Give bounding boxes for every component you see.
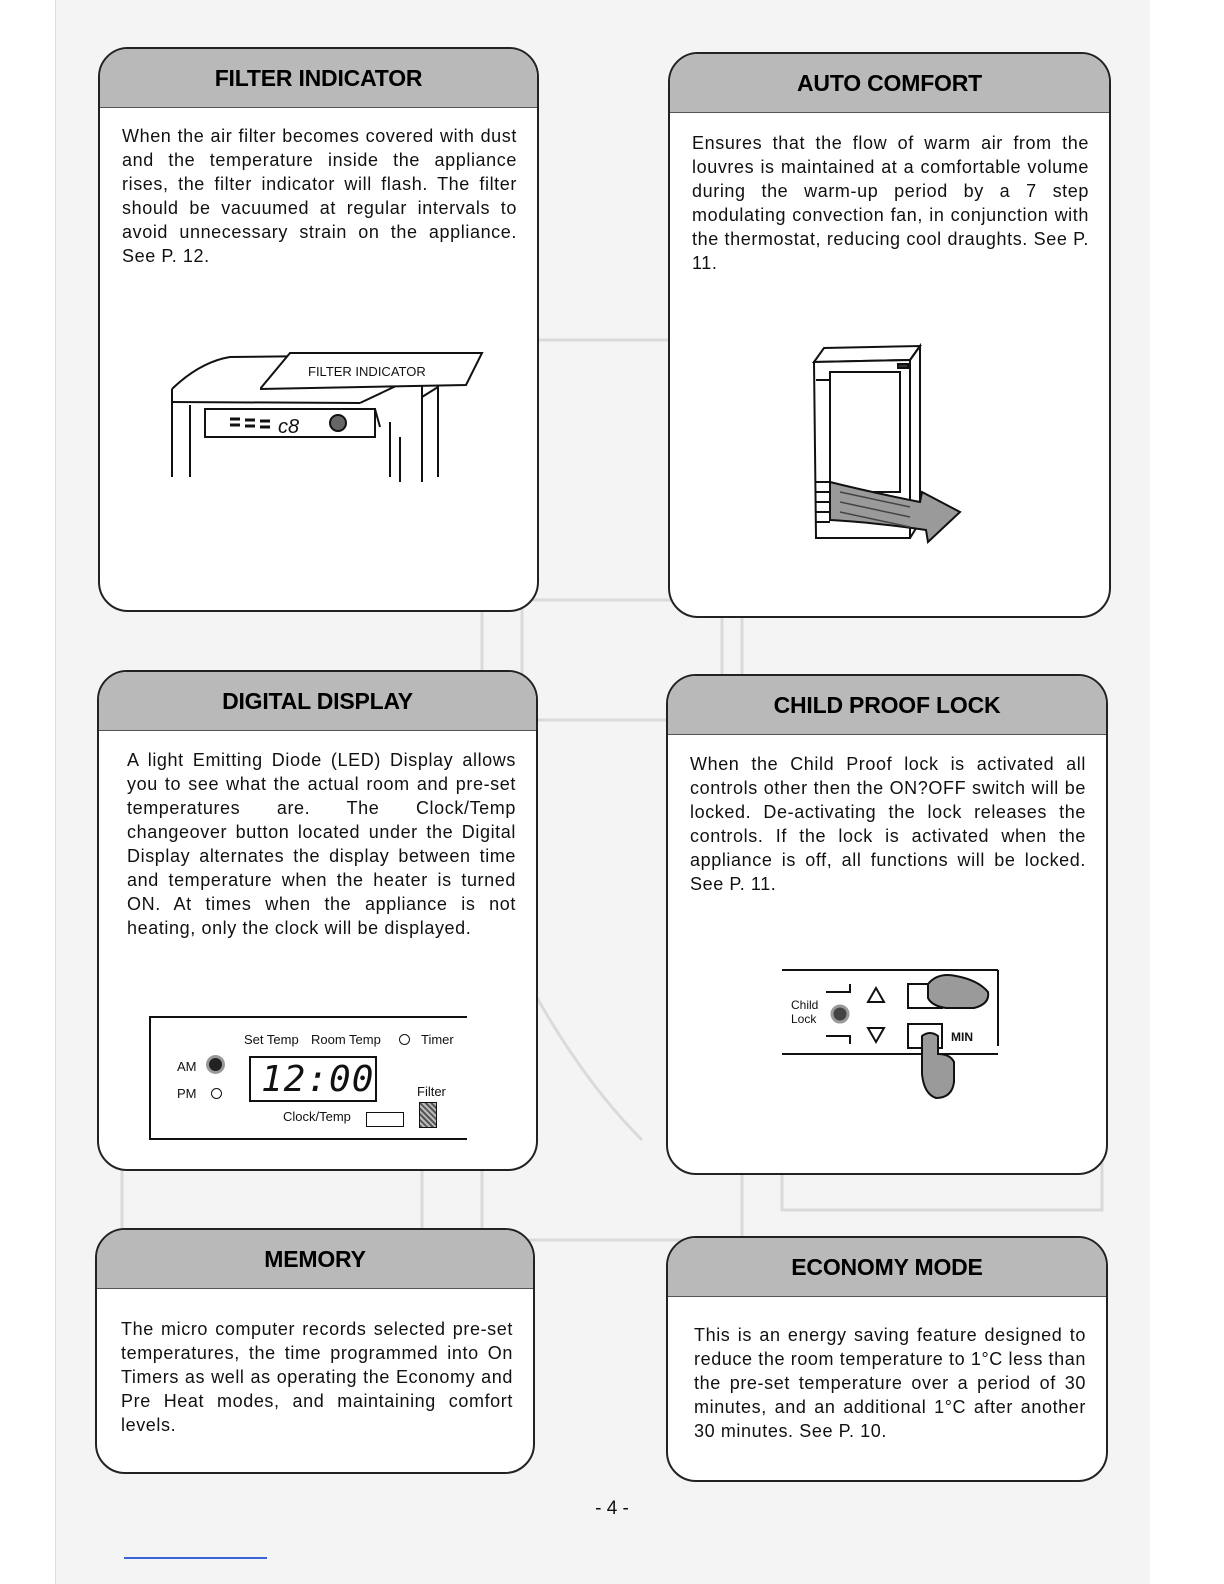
link-underline[interactable] <box>124 1557 267 1559</box>
card-title: CHILD PROOF LOCK <box>668 676 1106 735</box>
child-lock-panel <box>778 966 1008 1116</box>
memory-card <box>95 1228 535 1474</box>
digital-display-card <box>97 670 538 1171</box>
set-temp-label: Set Temp <box>244 1032 299 1047</box>
clock-temp-label: Clock/Temp <box>283 1109 351 1124</box>
room-temp-label: Room Temp <box>311 1032 381 1047</box>
card-text: A light Emitting Diode (LED) Display allows you to see what the actual room and pre-set temperatures are. The Clock/Temp changeover button located under the Digital Display alternates the display between time and temperature when the heater is turned ON. At times when the appliance is not heating, only the clock will be displayed. <box>127 750 516 938</box>
filter-indicator-lamp <box>419 1102 437 1128</box>
economy-mode-card <box>666 1236 1108 1482</box>
timer-indicator-icon <box>399 1034 410 1045</box>
filter-indicator-card <box>98 47 539 612</box>
filter-label: Filter <box>417 1084 446 1099</box>
card-title: FILTER INDICATOR <box>100 49 537 108</box>
card-title: DIGITAL DISPLAY <box>99 672 536 731</box>
child-proof-lock-card <box>666 674 1108 1175</box>
child-label: Child <box>791 998 819 1012</box>
lock-label: Lock <box>791 1012 817 1026</box>
clock-temp-button[interactable] <box>366 1112 404 1127</box>
card-text: When the Child Proof lock is activated all controls other then the ON?OFF switch will be locked. De-activating the lock releases the controls. If the lock is activated when the appliance is off, all functions will be locked. See P. 11. <box>690 754 1086 894</box>
heater-airflow-illustration <box>810 342 970 552</box>
am-label: AM <box>177 1059 197 1074</box>
auto-comfort-card <box>668 52 1111 618</box>
page-edge <box>55 0 56 1584</box>
filter-indicator-callout-label: FILTER INDICATOR <box>308 364 426 379</box>
svg-text:c8: c8 <box>278 416 300 438</box>
led-screen <box>249 1056 377 1102</box>
pm-label: PM <box>177 1086 197 1101</box>
led-time-readout: 12:00 <box>261 1059 375 1100</box>
card-text: When the air filter becomes covered with dust and the temperature inside the appliance rises, the filter indicator will flash. The filter should be vacuumed at regular intervals to avoid unnecessary strain on the appliance. See P. 12. <box>122 126 517 266</box>
led-display-panel <box>149 1016 467 1140</box>
pm-indicator-icon <box>211 1088 222 1099</box>
card-text: The micro computer records selected pre-set temperatures, the time programmed into On Timers as well as operating the Economy and Pre Heat modes, and maintaining comfort levels. <box>121 1319 513 1435</box>
card-title: MEMORY <box>97 1230 533 1289</box>
card-text: This is an energy saving feature designed to reduce the room temperature to 1°C less than the pre-set temperature over a period of 30 minutes, and an additional 1°C after another 30 minutes. See P. 10. <box>694 1325 1086 1441</box>
min-label: MIN <box>951 1030 973 1044</box>
card-title: AUTO COMFORT <box>670 54 1109 113</box>
timer-label: Timer <box>421 1032 454 1047</box>
am-indicator-icon <box>209 1058 222 1071</box>
card-title: ECONOMY MODE <box>668 1238 1106 1297</box>
card-text: Ensures that the flow of warm air from the louvres is maintained at a comfortable volume during the warm-up period by a 7 step modulating convection fan, in conjunction with the thermostat, reducing cool draughts. See P. 11. <box>692 133 1089 273</box>
page-number: - 4 - <box>595 1498 629 1519</box>
